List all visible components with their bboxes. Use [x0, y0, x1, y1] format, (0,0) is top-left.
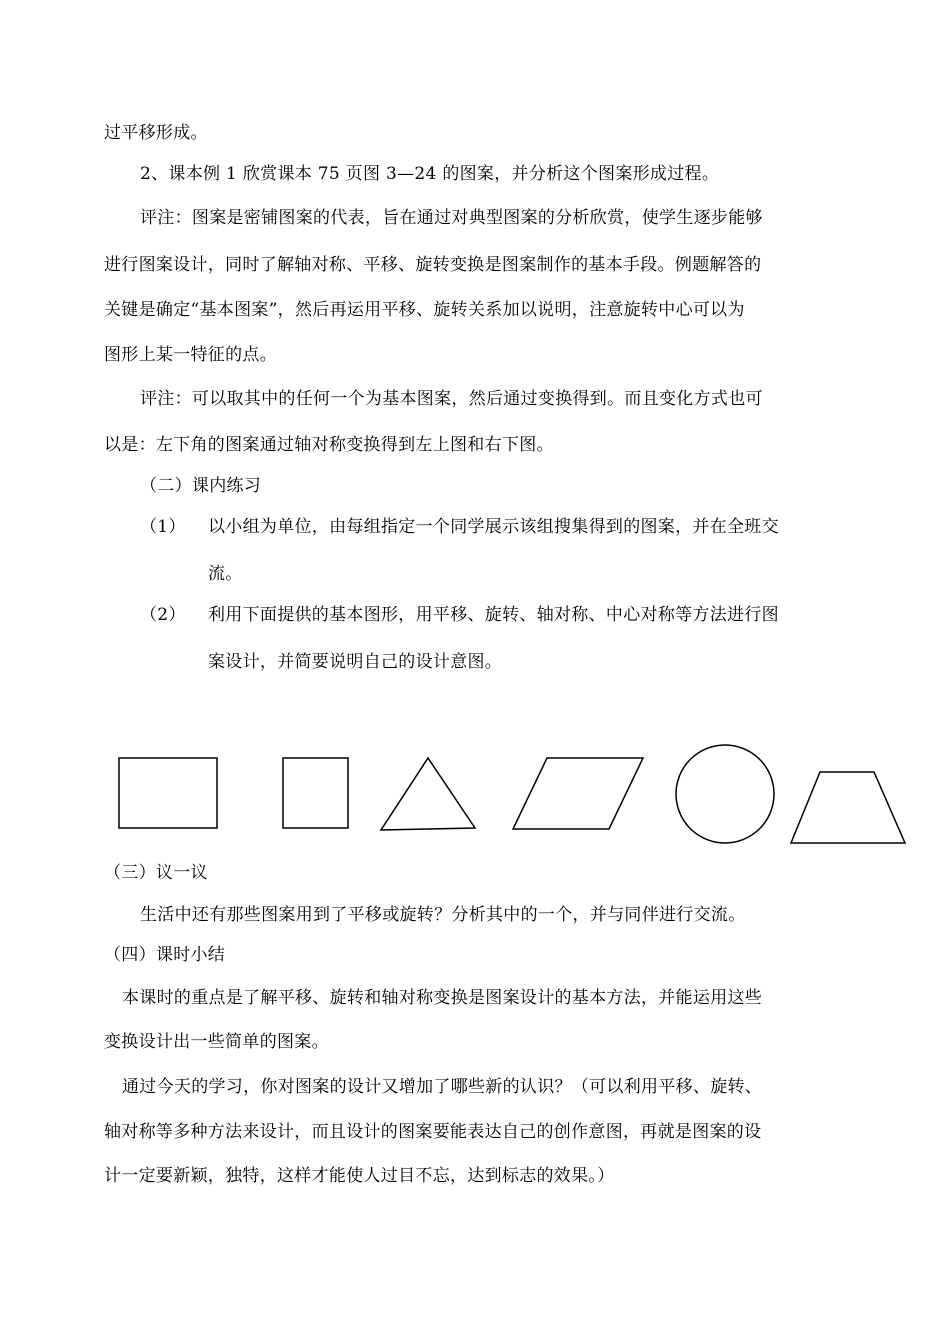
- square-shape: [283, 758, 348, 828]
- exercise-text: 以小组为单位，由每组指定一个同学展示该组搜集得到的图案，并在全班交: [208, 517, 779, 537]
- section-heading: （四）课时小结: [104, 945, 226, 965]
- trapezoid-shape: [791, 772, 905, 843]
- example-line: 2、课本例 1 欣赏课本 75 页图 3—24 的图案，并分析这个图案形成过程。: [140, 164, 720, 184]
- comment-line: 评注：可以取其中的任何一个为基本图案，然后通过变换得到。而且变化方式也可: [140, 389, 763, 409]
- exercise-number: （1）: [140, 517, 186, 537]
- comment-line: 关键是确定“基本图案”，然后再运用平移、旋转关系加以说明，注意旋转中心可以为: [104, 300, 745, 320]
- exercise-text: 流。: [208, 564, 243, 584]
- section-heading: （二）课内练习: [140, 476, 262, 496]
- rectangle-shape: [119, 758, 217, 828]
- comment-line: 评注：图案是密铺图案的代表，旨在通过对典型图案的分析欣赏，使学生逐步能够: [140, 208, 763, 228]
- exercise-text: 利用下面提供的基本图形，用平移、旋转、轴对称、中心对称等方法进行图: [208, 605, 779, 625]
- parallelogram-shape: [513, 758, 643, 829]
- summary-line: 本课时的重点是了解平移、旋转和轴对称变换是图案设计的基本方法，并能运用这些: [122, 988, 763, 1008]
- section-heading: （三）议一议: [104, 863, 208, 883]
- summary-line: 计一定要新颖，独特，这样才能使人过目不忘，达到标志的效果。）: [104, 1166, 615, 1186]
- summary-line: 轴对称等多种方法来设计，而且设计的图案要能表达自己的创作意图，再就是图案的设: [104, 1122, 762, 1142]
- text-line: 过平移形成。: [104, 123, 208, 143]
- exercise-number: （2）: [140, 605, 186, 625]
- comment-line: 以是：左下角的图案通过轴对称变换得到左上图和右下图。: [104, 435, 554, 455]
- triangle-shape: [381, 758, 475, 830]
- discussion-text: 生活中还有那些图案用到了平移或旋转？分析其中的一个，并与同伴进行交流。: [140, 905, 746, 925]
- summary-line: 变换设计出一些简单的图案。: [104, 1032, 329, 1052]
- exercise-text: 案设计，并简要说明自己的设计意图。: [208, 652, 503, 672]
- circle-shape: [676, 745, 774, 843]
- summary-line: 通过今天的学习，你对图案的设计又增加了哪些新的认识？（可以利用平移、旋转、: [122, 1077, 763, 1097]
- comment-line: 图形上某一特征的点。: [104, 345, 277, 365]
- comment-line: 进行图案设计，同时了解轴对称、平移、旋转变换是图案制作的基本手段。例题解答的: [104, 255, 762, 275]
